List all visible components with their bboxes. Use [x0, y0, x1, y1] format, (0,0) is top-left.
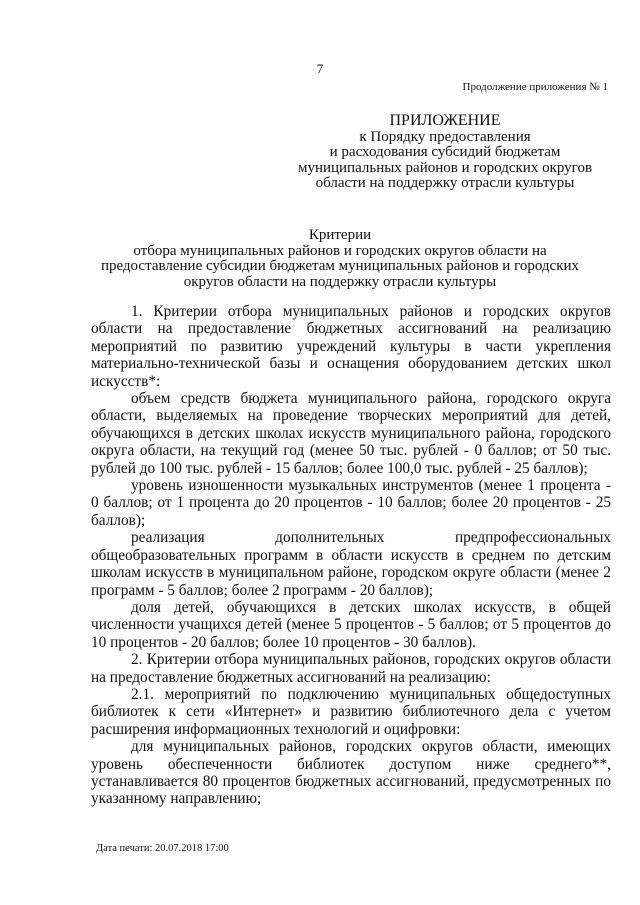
continuation-note: Продолжение приложения № 1 — [462, 81, 608, 93]
paragraph: уровень изношенности музыкальных инструментов (менее 1 процента - 0 баллов; от 1 процента до 20 процентов - 10 баллов; более 20 процентов - 25 баллов); — [91, 477, 611, 529]
criteria-line: отбора муниципальных районов и городских округов области на — [133, 242, 547, 259]
appendix-header — [290, 113, 600, 192]
appendix-line: муниципальных районов и городских округов — [297, 159, 593, 176]
paragraph: доля детей, обучающихся в детских школах искусств, в общей численности учащихся детей (менее 5 процентов - 5 баллов; от 5 процентов до 10 процентов - 20 баллов; более 10 процентов - 30 баллов). — [91, 598, 611, 651]
page-number: 7 — [316, 61, 324, 76]
criteria-line: округов области на поддержку отрасли культуры — [183, 273, 497, 290]
criteria-title: Критерии — [308, 227, 372, 243]
appendix-line: к Порядку предоставления — [359, 128, 531, 145]
appendix-line: и расходования субсидий бюджетам — [329, 144, 561, 160]
criteria-heading — [80, 228, 600, 290]
paragraph: для муниципальных районов, городских округов области, имеющих уровень обеспеченности библиотек доступом ниже среднего**, устанавливается 80 процентов бюджетных ассигнований, предусмотренных по указанному направлению; — [91, 738, 611, 808]
paragraph: 2.1. мероприятий по подключению муниципальных общедоступных библиотек к сети «Интернет» и развитию библиотечного дела с учетом расширения информационных технологий и оцифровки: — [91, 685, 611, 738]
appendix-title: ПРИЛОЖЕНИЕ — [389, 112, 501, 129]
paragraph: 2. Критерии отбора муниципальных районов, городских округов области на предоставление бюджетных ассигнований на реализацию: — [91, 651, 611, 686]
paragraph: объем средств бюджета муниципального района, городского округа области, выделяемых на проведение творческих мероприятий для детей, обучающихся в детских школах искусств муниципального района, городского округа области, на текущий год (менее 50 тыс. рублей - 0 баллов; от 50 тыс. рублей до 100 тыс. рублей - 15 баллов; более 100,0 тыс. рублей - 25 баллов); — [91, 390, 611, 477]
document-body — [91, 303, 611, 808]
criteria-line: предоставление субсидии бюджетам муниципальных районов и городских — [100, 258, 580, 274]
appendix-line: области на поддержку отрасли культуры — [315, 175, 575, 191]
paragraph: 1. Критерии отбора муниципальных районов и городских округов области на предоставление бюджетных ассигнований на реализацию мероприятий по развитию учреждений культуры в части укрепления материально-технической базы и оснащения оборудованием детских школ искусств*: — [91, 303, 611, 390]
paragraph: реализация дополнительных предпрофессиональных общеобразовательных программ в области искусств в среднем по детским школам искусств в муниципальном районе, городском округе области (менее 2 программ - 5 баллов; более 2 программ - 20 баллов); — [91, 529, 611, 599]
print-date: Дата печати: 20.07.2018 17:00 — [96, 843, 229, 854]
